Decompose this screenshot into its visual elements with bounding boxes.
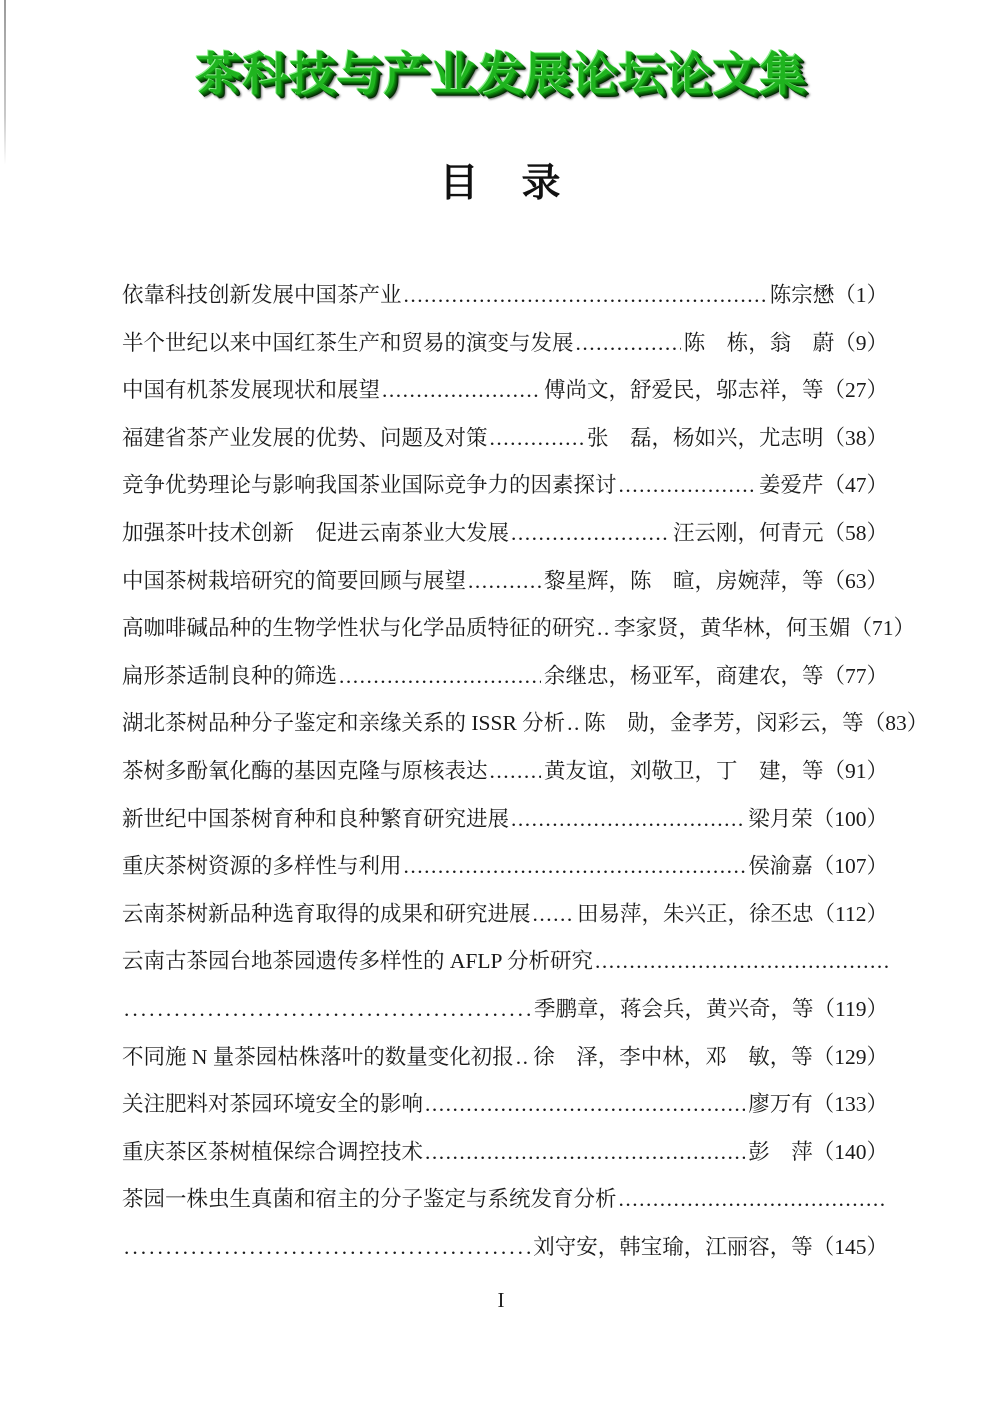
toc-entry-authors: 季鹏章，蒋会兵，黄兴奇，等 [534, 996, 814, 1021]
toc-entry [122, 510, 888, 558]
toc-entry-authors: 李家贤，黄华林，何玉媚 [614, 616, 851, 641]
dot-leader [122, 986, 531, 1034]
toc-entry [122, 558, 888, 606]
toc-entry-page: （119） [813, 996, 888, 1021]
toc-entry-title: 不同施 N 量茶园枯株落叶的数量变化初报 [122, 1044, 514, 1069]
toc-entry-authors: 陈 勋，金孝芳，闵彩云，等 [584, 711, 864, 736]
dot-leader [402, 843, 746, 891]
toc-entry-page: （140） [812, 1139, 888, 1164]
dot-leader [593, 938, 888, 986]
toc-entry-authors: 黎星辉，陈 暄，房婉萍，等 [543, 568, 824, 593]
dot-leader [565, 700, 581, 748]
toc-entry-page: （91） [823, 758, 888, 783]
toc-entry [122, 1081, 888, 1129]
toc-entry [122, 605, 916, 653]
dot-leader [617, 462, 756, 510]
toc-entry-authors: 陈宗懋 [769, 283, 835, 307]
toc-entry-page: （83） [863, 711, 929, 736]
toc-entry-authors: 廖万有 [748, 1092, 813, 1117]
toc-entry [122, 796, 888, 844]
toc-entry-title: 扁形茶适制良种的筛选 [122, 663, 338, 688]
toc-entry [122, 272, 888, 320]
toc-entry-authors: 黄友谊，刘敬卫，丁 建，等 [543, 758, 824, 783]
toc-entry-page: （107） [812, 854, 888, 879]
toc-entry-title: 半个世纪以来中国红茶生产和贸易的演变与发展 [122, 330, 574, 355]
dot-leader [488, 748, 541, 796]
toc-entry [122, 320, 888, 368]
toc-entry-title: 茶园一株虫生真菌和宿主的分子鉴定与系统发育分析 [122, 1187, 617, 1212]
toc-entry-page: （145） [812, 1234, 888, 1259]
toc-entry-title: 茶树多酚氧化酶的基因克隆与原核表达 [122, 758, 488, 783]
toc-entry-authors: 梁月荣 [748, 806, 813, 831]
dot-leader [337, 653, 541, 701]
toc-entry-page: （38） [823, 425, 888, 450]
toc-entry-authors: 汪云刚，何青元 [672, 520, 824, 545]
toc-entry-page: （47） [823, 473, 888, 498]
toc-heading: 目 录 [439, 161, 563, 206]
toc-entry [122, 938, 888, 986]
toc-entry [122, 1176, 888, 1224]
toc-entry [122, 891, 888, 939]
dot-leader [531, 891, 575, 939]
toc-entry-page: （71） [850, 616, 916, 641]
toc-entry-page: （112） [813, 901, 888, 926]
toc-entry-title: 重庆茶树资源的多样性与利用 [122, 854, 402, 879]
toc-entry [122, 843, 888, 891]
toc-entry-title: 竞争优势理论与影响我国茶业国际竞争力的因素探讨 [122, 473, 617, 498]
toc-entry-title: 福建省茶产业发展的优势、问题及对策 [122, 425, 488, 450]
toc-entry-authors: 傅尚文，舒爱民，邬志祥，等 [543, 378, 824, 403]
dot-leader [488, 415, 584, 463]
dot-leader [466, 558, 541, 606]
toc-entry [122, 1034, 888, 1082]
toc-entry-title: 重庆茶区茶树植保综合调控技术 [122, 1139, 424, 1164]
toc-entry-authors: 刘守安，韩宝瑜，江丽容，等 [533, 1234, 813, 1259]
toc-entry-authors: 陈 栋，翁 蔚 [683, 330, 835, 355]
toc-entry-page: （9） [834, 330, 888, 355]
dot-leader [509, 510, 670, 558]
toc-entry-continuation [122, 1224, 888, 1272]
toc-entry-title: 新世纪中国茶树育种和良种繁育研究进展 [122, 806, 510, 831]
toc-entry-page: （27） [823, 378, 888, 403]
toc-entry-title: 云南茶树新品种选育取得的成果和研究进展 [122, 901, 531, 926]
toc-entry-page: （63） [823, 568, 888, 593]
toc-entry-authors: 徐 泽，李中林，邓 敏，等 [533, 1044, 813, 1069]
toc-entry [122, 653, 888, 701]
toc-entry-page: （133） [812, 1092, 888, 1117]
dot-leader [509, 796, 745, 844]
toc-entry-title: 高咖啡碱品种的生物学性状与化学品质特征的研究 [122, 616, 596, 641]
dot-leader [402, 272, 767, 320]
toc-entry-page: （77） [823, 663, 888, 688]
toc-entry-authors: 张 磊，杨如兴，尤志明 [586, 425, 824, 450]
toc-entry [122, 748, 888, 796]
dot-leader [595, 605, 611, 653]
toc-entry-authors: 姜爱芹 [758, 473, 824, 498]
dot-leader [423, 1081, 745, 1129]
dot-leader [380, 367, 541, 415]
toc-entry-title: 关注肥料对茶园环境安全的影响 [122, 1092, 424, 1117]
toc-entry-page: （100） [812, 806, 888, 831]
toc-entry-authors: 侯渝嘉 [748, 854, 813, 879]
toc-entry-title: 依靠科技创新发展中国茶产业 [122, 283, 402, 307]
toc-entry-title: 湖北茶树品种分子鉴定和亲缘关系的 ISSR 分析 [122, 711, 566, 736]
book-title-banner: 茶科技与产业发展论坛论文集 [195, 47, 807, 101]
dot-leader [574, 320, 681, 368]
toc-entry [122, 367, 888, 415]
toc-entry-page: （129） [812, 1044, 888, 1069]
toc-entry-page: （58） [823, 520, 888, 545]
toc-entry-authors: 彭 萍 [748, 1139, 813, 1164]
toc-list [122, 272, 929, 1271]
toc-entry [122, 462, 888, 510]
toc-entry-page: （1） [834, 283, 888, 307]
toc-entry-authors: 田易萍，朱兴正，徐丕忠 [577, 901, 814, 926]
toc-entry-title: 加强茶叶技术创新 促进云南茶业大发展 [122, 520, 510, 545]
dot-leader [122, 1224, 530, 1272]
toc-entry-title: 中国有机茶发展现状和展望 [122, 378, 381, 403]
dot-leader [514, 1034, 530, 1082]
toc-entry-authors: 余继忠，杨亚军，商建农，等 [543, 663, 824, 688]
toc-entry [122, 1129, 888, 1177]
toc-entry [122, 700, 929, 748]
toc-entry-title: 中国茶树栽培研究的简要回顾与展望 [122, 568, 467, 593]
toc-entry [122, 415, 888, 463]
toc-entry-title: 云南古茶园台地茶园遗传多样性的 AFLP 分析研究 [122, 949, 594, 974]
dot-leader [423, 1129, 745, 1177]
page-number-footer: I [497, 1288, 505, 1312]
toc-entry-continuation [122, 986, 888, 1034]
dot-leader [617, 1176, 888, 1224]
